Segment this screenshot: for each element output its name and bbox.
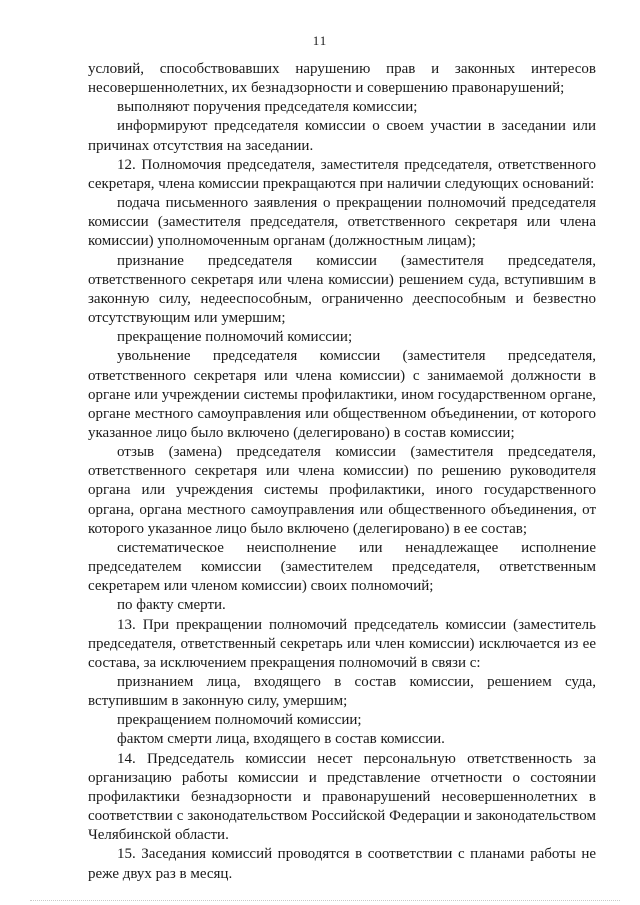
document-paragraph: фактом смерти лица, входящего в состав комиссии.	[117, 731, 445, 748]
document-paragraph: 13. При прекращении полномочий председатель комиссии (заместитель председателя, ответственный секретарь или член комиссии) исключается из ее состава, за исключением прекращения полномочий в связи с:	[88, 616, 596, 671]
scan-bottom-edge	[30, 898, 620, 901]
document-paragraph: подача письменного заявления о прекращении полномочий председателя комиссии (заместителя председателя, ответственного секретаря или члена комиссии) уполномоченным органам (должностным лицам);	[88, 195, 596, 250]
document-paragraph: признание председателя комиссии (заместителя председателя, ответственного секретаря или члена комиссии) решением суда, вступившим в законную силу, недееспособным, ограниченно дееспособным и безвестно отсутствующим или умершим;	[88, 252, 596, 327]
document-paragraph: прекращение полномочий комиссии;	[117, 329, 353, 346]
document-body	[88, 60, 596, 884]
document-paragraph: отзыв (замена) председателя комиссии (заместителя председателя, ответственного секретаря или члена комиссии) по решению руководителя органа или учреждения системы профилактики, иного государственного органа, органа местного самоуправления или общественного объединения, от которого указанное лицо было включено (делегировано) в ее состав;	[88, 444, 596, 537]
document-paragraph: 14. Председатель комиссии несет персональную ответственность за организацию работы комиссии и представление отчетности о состоянии профилактики безнадзорности и правонарушений несовершеннолетних в соответствии с законодательством Российской Федерации и законодательством Челябинской области.	[88, 750, 596, 844]
document-paragraph: систематическое неисполнение или ненадлежащее исполнение председателем комиссии (заместителем председателя, ответственным секретарем или членом комиссии) своих полномочий;	[88, 539, 596, 595]
document-paragraph: увольнение председателя комиссии (заместителя председателя, ответственного секретаря или члена комиссии) с занимаемой должности в органе или учреждении системы профилактики, ином государственном органе, органе местного самоуправления или общественном объединении, от которого указанное лицо было включено (делегировано) в состав комиссии;	[88, 348, 596, 441]
document-paragraph: выполняют поручения председателя комиссии;	[117, 99, 418, 116]
document-paragraph: 12. Полномочия председателя, заместителя председателя, ответственного секретаря, члена комиссии прекращаются при наличии следующих оснований:	[88, 156, 596, 192]
document-paragraph: 15. Заседания комиссий проводятся в соответствии с планами работы не реже двух раз в месяц.	[88, 846, 596, 882]
document-paragraph: информируют председателя комиссии о своем участии в заседании или причинах отсутствия на заседании.	[88, 118, 596, 154]
document-paragraph: прекращением полномочий комиссии;	[117, 712, 362, 729]
document-paragraph: условий, способствовавших нарушению прав и законных интересов несовершеннолетних, их безнадзорности и совершению правонарушений;	[88, 61, 596, 97]
page-number: 11	[312, 33, 328, 48]
document-paragraph: по факту смерти.	[117, 597, 226, 614]
document-paragraph: признанием лица, входящего в состав комиссии, решением суда, вступившим в законную силу, умершим;	[88, 674, 596, 710]
